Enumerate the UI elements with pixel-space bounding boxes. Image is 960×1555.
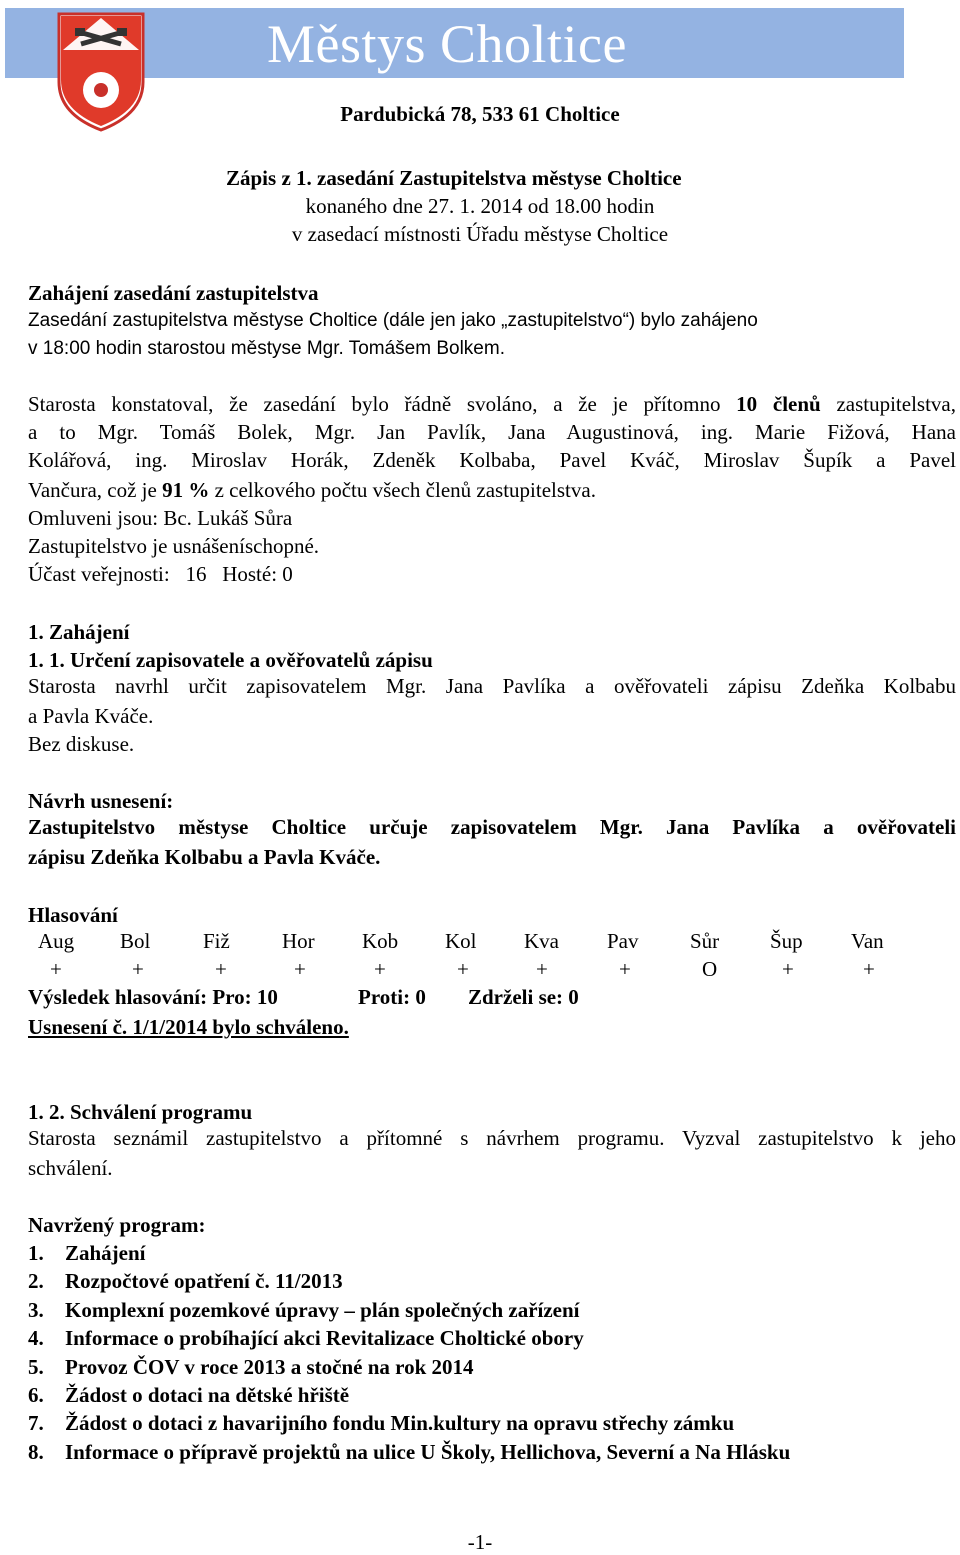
vote-value: + <box>782 957 794 981</box>
program-item-number: 5. <box>28 1354 44 1379</box>
opening-text-2: v 18:00 hodin starostou městyse Mgr. Tomášem Bolkem. <box>28 338 505 359</box>
vote-value: + <box>374 957 386 981</box>
minutes-heading-line3: v zasedací místnosti Úřadu městyse Choltice <box>291 222 669 246</box>
attendance-text-end: zastupitelstva, <box>836 392 957 416</box>
program-item-number: 2. <box>28 1269 44 1294</box>
program-item-text: Informace o probíhající akci Revitalizace Choltické obory <box>65 1326 584 1351</box>
vote-member-label: Kva <box>524 929 559 953</box>
attendance-line-4 <box>28 476 596 504</box>
vote-member-label: Van <box>851 929 884 953</box>
attendance-line-3: Kolářová, ing. Miroslav Horák, Zdeněk Kolbaba, Pavel Kváč, Miroslav Šupík a Pavel <box>28 448 956 472</box>
resolution-approved: Usnesení č. 1/1/2014 bylo schváleno. <box>28 1015 349 1039</box>
vote-member-label: Fiž <box>203 929 230 953</box>
attendance-line-2: a to Mgr. Tomáš Bolek, Mgr. Jan Pavlík, Jana Augustinová, ing. Marie Fižová, Hana <box>28 420 956 444</box>
minutes-heading-line1: Zápis z 1. zasedání Zastupitelstva městyse Choltice <box>226 166 682 190</box>
program-item-number: 8. <box>28 1439 44 1464</box>
vote-value: + <box>215 957 227 981</box>
vote-value: + <box>457 957 469 981</box>
excused-members: Omluveni jsou: Bc. Lukáš Sůra <box>28 506 293 530</box>
proposal-text-2: zápisu Zdeňka Kolbabu a Pavla Kváče. <box>28 845 381 869</box>
vote-value: + <box>536 957 548 981</box>
program-item-text: Rozpočtové opatření č. 11/2013 <box>65 1269 343 1294</box>
program-item-text: Provoz ČOV v roce 2013 a stočné na rok 2014 <box>65 1354 474 1379</box>
section-1-1-title: 1. 1. Určení zapisovatele a ověřovatelů zápisu <box>28 648 433 672</box>
vote-member-label: Aug <box>38 929 75 953</box>
program-item <box>28 1267 343 1295</box>
program-item-number: 7. <box>28 1411 44 1436</box>
attendance-percent: 91 % <box>162 478 210 502</box>
vote-member-label: Šup <box>770 929 803 953</box>
voting-title: Hlasování <box>28 903 118 927</box>
program-item-text: Zahájení <box>65 1241 146 1265</box>
discussion-note: Bez diskuse. <box>28 732 135 756</box>
program-item <box>28 1381 349 1409</box>
section-1-1-text-1: Starosta navrhl určit zapisovatelem Mgr. Jana Pavlíka a ověřovateli zápisu Zdeňka Kolbabu <box>28 674 956 698</box>
result-proti: Proti: 0 <box>358 985 426 1009</box>
program-item-text: Komplexní pozemkové úpravy – plán společných zařízení <box>65 1297 580 1322</box>
page-number: -1- <box>467 1530 493 1554</box>
program-item-number: 1. <box>28 1241 44 1265</box>
proposal-label: Návrh usnesení: <box>28 789 174 813</box>
quorum-statement: Zastupitelstvo je usnášeníschopné. <box>28 534 320 558</box>
attendance-text-end: z celkového počtu všech členů zastupitelstva. <box>214 478 596 502</box>
result-pro: Výsledek hlasování: Pro: 10 <box>28 985 278 1009</box>
attendance-line-1 <box>28 392 956 417</box>
proposal-text-1: Zastupitelstvo městyse Choltice určuje zapisovatelem Mgr. Jana Pavlíka a ověřovateli <box>28 815 956 839</box>
program-item <box>28 1353 474 1381</box>
program-item-number: 4. <box>28 1326 44 1351</box>
minutes-heading-line2: konaného dne 27. 1. 2014 od 18.00 hodin <box>305 194 655 218</box>
opening-title: Zahájení zasedání zastupitelstva <box>28 281 319 305</box>
vote-value: + <box>132 957 144 981</box>
program-item <box>28 1409 734 1437</box>
section-1-1-text-2: a Pavla Kváče. <box>28 704 154 728</box>
vote-member-label: Kol <box>445 929 477 953</box>
program-label: Navržený program: <box>28 1213 206 1237</box>
attendance-text: Starosta konstatoval, že zasedání bylo řádně svoláno, a že je přítomno <box>28 392 721 416</box>
result-zdrzeli: Zdrželi se: 0 <box>468 985 579 1009</box>
vote-member-label: Bol <box>120 929 151 953</box>
section-1-2-text-1: Starosta seznámil zastupitelstvo a přítomné s návrhem programu. Vyzval zastupitelstvo k jeho <box>28 1126 956 1150</box>
address: Pardubická 78, 533 61 Choltice <box>340 102 620 126</box>
program-item-text: Informace o přípravě projektů na ulice U Školy, Hellichova, Severní a Na Hlásku <box>65 1439 791 1464</box>
section-1-title: 1. Zahájení <box>28 620 130 644</box>
program-item <box>28 1296 580 1324</box>
attendance-text: Vančura, což je <box>28 478 157 502</box>
program-item-text: Žádost o dotaci z havarijního fondu Min.kultury na opravu střechy zámku <box>65 1411 735 1436</box>
program-item <box>28 1239 146 1267</box>
program-item-text: Žádost o dotaci na dětské hřiště <box>65 1383 350 1407</box>
program-item <box>28 1324 584 1352</box>
vote-member-label: Sůr <box>690 929 720 953</box>
vote-member-label: Hor <box>282 929 315 953</box>
municipality-title: Městys Choltice <box>267 14 627 74</box>
vote-value: + <box>50 957 62 981</box>
program-item <box>28 1438 790 1466</box>
program-item-number: 3. <box>28 1297 44 1322</box>
opening-text-1: Zasedání zastupitelstva městyse Choltice (dále jen jako „zastupitelstvo“) bylo zahájeno <box>28 310 758 331</box>
member-count: 10 členů <box>736 392 821 416</box>
vote-value: + <box>863 957 875 981</box>
vote-value: O <box>702 957 718 981</box>
public-attendance: Účast veřejnosti: 16 Hosté: 0 <box>28 562 293 586</box>
vote-value: + <box>294 957 306 981</box>
program-item-number: 6. <box>28 1383 44 1407</box>
section-1-2-title: 1. 2. Schválení programu <box>28 1100 253 1124</box>
vote-value: + <box>619 957 631 981</box>
vote-member-label: Pav <box>607 929 639 953</box>
vote-member-label: Kob <box>362 929 399 953</box>
section-1-2-text-2: schválení. <box>28 1156 113 1180</box>
